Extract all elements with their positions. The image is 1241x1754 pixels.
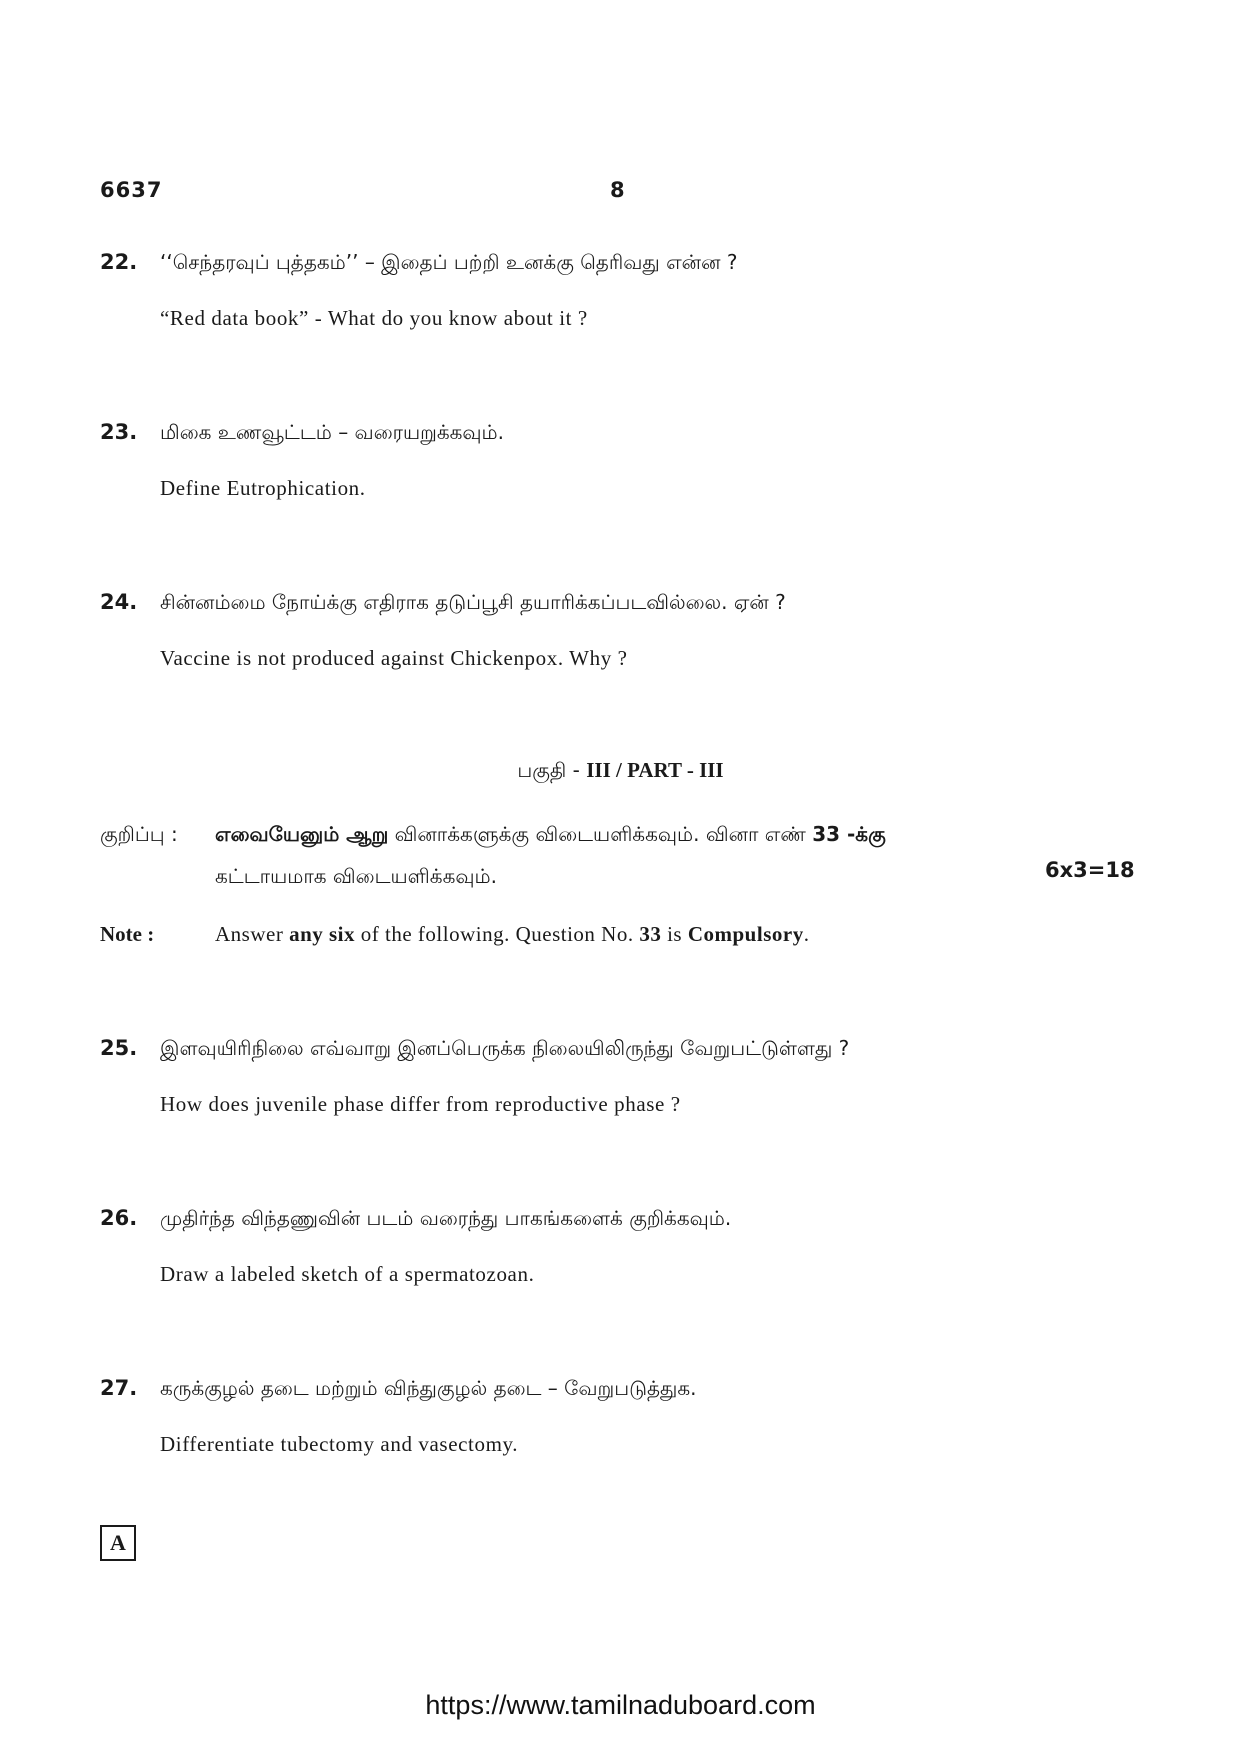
note-en-text-part: is [661,922,688,946]
question-text-english: “Red data book” - What do you know about it ? [160,306,588,330]
part-heading-label: III / PART - III [586,758,724,782]
question-text-tamil: மிகை உணவூட்டம் – வரையறுக்கவும். [160,420,505,444]
question-text-tamil: முதிர்ந்த விந்தணுவின் படம் வரைந்து பாகங்களைக் குறிக்கவும். [160,1206,732,1230]
note-en-text-part: . [803,922,810,946]
note-tamil-emphasis: எவையேனும் ஆறு [215,822,389,846]
part-heading-tamil: பகுதி - [517,758,587,782]
note-text-english [215,922,809,947]
note-en-question-number: 33 [639,922,662,946]
marks-allocation: 6x3=18 [1045,858,1135,882]
question-text-english: Define Eutrophication. [160,476,366,500]
note-tamil-question-number: 33 [812,822,841,846]
note-text-tamil-line2: கட்டாயமாக விடையளிக்கவும். [215,864,497,888]
version-box: A [100,1525,136,1561]
note-tamil-text: வினாக்களுக்கு விடையளிக்கவும். வினா எண் [388,822,813,846]
question-text-english: Differentiate tubectomy and vasectomy. [160,1432,519,1456]
question-number: 26. [100,1206,138,1230]
question-text-tamil: சின்னம்மை நோய்க்கு எதிராக தடுப்பூசி தயாரிக்கப்படவில்லை. ஏன் ? [160,590,786,614]
note-en-compulsory: Compulsory [687,922,804,946]
note-label-english: Note : [100,922,155,946]
question-text-tamil: இளவுயிரிநிலை எவ்வாறு இனப்பெருக்க நிலையிலிருந்து வேறுபட்டுள்ளது ? [160,1036,850,1060]
note-en-text-part: of the following. Question No. [355,922,640,946]
page-number: 8 [610,178,625,202]
note-label-tamil: குறிப்பு : [100,822,178,846]
question-text-english: Draw a labeled sketch of a spermatozoan. [160,1262,535,1286]
question-number: 25. [100,1036,138,1060]
question-text-english: How does juvenile phase differ from reproductive phase ? [160,1092,681,1116]
note-text-tamil-line1 [215,822,886,849]
note-en-text-part: Answer [215,922,290,946]
question-number: 22. [100,250,138,274]
question-paper-code: 6637 [100,178,163,202]
question-text-tamil: கருக்குழல் தடை மற்றும் விந்துகுழல் தடை – வேறுபடுத்துக. [160,1376,697,1400]
question-text-english: Vaccine is not produced against Chickenpox. Why ? [160,646,628,670]
question-number: 24. [100,590,138,614]
note-tamil-suffix: -க்கு [840,822,886,846]
question-number: 27. [100,1376,138,1400]
question-text-tamil: ‘‘செந்தரவுப் புத்தகம்’’ – இதைப் பற்றி உனக்கு தெரிவது என்ன ? [160,250,738,274]
footer-url: https://www.tamilnaduboard.com [425,1690,816,1720]
note-en-emphasis: any six [289,922,356,946]
question-number: 23. [100,420,138,444]
part-heading [0,758,1241,785]
